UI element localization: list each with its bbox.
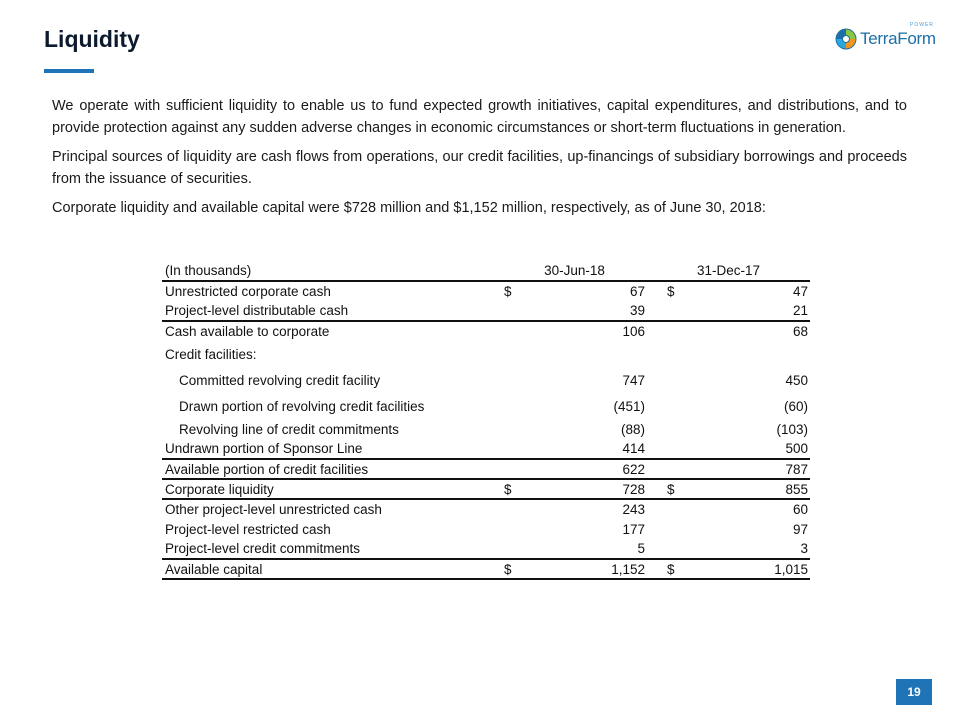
row-value-1: 39 xyxy=(532,301,647,321)
row-dollar-1 xyxy=(502,321,532,341)
row-label: Revolving line of credit commitments xyxy=(179,421,399,437)
paragraph-1: We operate with sufficient liquidity to enable us to fund expected growth initiatives, capital expenditures, and distributions, and to provide protection against any sudden adverse changes in economic circumstances or short-term fluctuations in generation. xyxy=(52,98,907,136)
row-label: Project-level distributable cash xyxy=(162,301,502,321)
row-label: Project-level credit commitments xyxy=(162,539,502,559)
row-value-2 xyxy=(687,341,810,367)
row-value-2: 21 xyxy=(687,301,810,321)
row-value-1: (88) xyxy=(620,421,645,437)
row-dollar-2: $ xyxy=(647,559,687,579)
row-label: Drawn portion of revolving credit facilities xyxy=(179,398,425,414)
row-label: Corporate liquidity xyxy=(162,479,502,499)
liquidity-table xyxy=(162,261,810,580)
col2-header: 31-Dec-17 xyxy=(647,261,810,281)
table-row xyxy=(162,367,810,393)
row-label: Other project-level unrestricted cash xyxy=(165,502,382,517)
row-label: Project-level restricted cash xyxy=(165,521,331,537)
table-row xyxy=(162,459,810,479)
table-row xyxy=(162,479,810,499)
table-row xyxy=(162,519,810,539)
table-row xyxy=(162,539,810,559)
row-dollar-2: $ xyxy=(647,479,687,499)
title-underline xyxy=(44,69,94,73)
body-text xyxy=(52,95,907,226)
row-dollar-1 xyxy=(502,301,532,321)
row-dollar-1 xyxy=(502,519,532,539)
row-value-2: (60) xyxy=(783,398,808,414)
row-value-2: 47 xyxy=(792,284,808,299)
row-value-1: 1,152 xyxy=(532,559,647,579)
paragraph-3: Corporate liquidity and available capital were $728 million and $1,152 million, respectively, as of June 30, 2018: xyxy=(52,200,766,216)
logo-swirl-icon xyxy=(834,27,858,51)
row-dollar-1: $ xyxy=(502,559,532,579)
row-value-1: 414 xyxy=(532,439,647,459)
row-dollar-1 xyxy=(502,341,532,367)
table-row xyxy=(162,281,810,301)
logo-text: TerraForm xyxy=(860,29,936,48)
row-label: Available portion of credit facilities xyxy=(162,459,502,479)
table-header-row xyxy=(162,261,810,281)
page-number: 19 xyxy=(896,679,932,705)
row-value-1: 728 xyxy=(532,479,647,499)
row-value-2: (103) xyxy=(776,421,808,437)
row-dollar-2 xyxy=(647,439,687,459)
row-value-2: 60 xyxy=(792,502,808,517)
table-row xyxy=(162,393,810,419)
table-row xyxy=(162,439,810,459)
terraform-logo xyxy=(834,22,936,52)
row-value-1: (451) xyxy=(613,398,645,414)
row-dollar-2 xyxy=(647,341,687,367)
row-dollar-1: $ xyxy=(504,284,512,299)
row-label: Committed revolving credit facility xyxy=(179,372,381,388)
row-dollar-1 xyxy=(502,539,532,559)
row-label: Credit facilities: xyxy=(165,346,257,362)
table-row xyxy=(162,301,810,321)
paragraph-2: Principal sources of liquidity are cash flows from operations, our credit facilities, up-financings of subsidiary borrowings and proceeds from the issuance of securities. xyxy=(52,149,907,187)
row-label: Undrawn portion of Sponsor Line xyxy=(162,439,502,459)
row-value-1: 177 xyxy=(622,521,645,537)
unit-label: (In thousands) xyxy=(162,261,502,281)
logo-power-text: POWER xyxy=(910,22,934,28)
row-label: Unrestricted corporate cash xyxy=(165,284,331,299)
row-dollar-2 xyxy=(647,367,687,393)
row-value-2: 500 xyxy=(687,439,810,459)
row-dollar-1: $ xyxy=(502,479,532,499)
row-dollar-2 xyxy=(647,499,687,519)
row-dollar-1 xyxy=(502,439,532,459)
table-row xyxy=(162,341,810,367)
row-value-1 xyxy=(532,341,647,367)
row-value-2: 97 xyxy=(792,521,808,537)
row-dollar-2: $ xyxy=(667,284,675,299)
row-value-1: 5 xyxy=(532,539,647,559)
row-label: Available capital xyxy=(162,559,502,579)
row-value-2: 68 xyxy=(792,324,808,339)
table-row xyxy=(162,559,810,579)
row-label: Cash available to corporate xyxy=(165,324,330,339)
row-dollar-2 xyxy=(647,459,687,479)
row-value-2: 3 xyxy=(687,539,810,559)
row-value-2: 1,015 xyxy=(687,559,810,579)
row-value-1: 106 xyxy=(622,324,645,339)
row-value-1: 243 xyxy=(622,502,645,517)
col1-header: 30-Jun-18 xyxy=(502,261,647,281)
row-dollar-2 xyxy=(647,301,687,321)
row-dollar-1 xyxy=(502,499,532,519)
row-dollar-1 xyxy=(502,419,532,439)
table-row xyxy=(162,419,810,439)
table-row xyxy=(162,499,810,519)
row-dollar-2 xyxy=(647,519,687,539)
row-value-1: 622 xyxy=(532,459,647,479)
row-value-2: 787 xyxy=(687,459,810,479)
row-value-2: 855 xyxy=(687,479,810,499)
row-value-1: 747 xyxy=(622,372,645,388)
row-value-1: 67 xyxy=(629,284,645,299)
row-dollar-1 xyxy=(502,459,532,479)
table-row xyxy=(162,321,810,341)
row-dollar-1 xyxy=(502,393,532,419)
slide-title: Liquidity xyxy=(44,26,140,52)
row-dollar-1 xyxy=(502,367,532,393)
row-dollar-2 xyxy=(647,539,687,559)
row-dollar-2 xyxy=(647,321,687,341)
row-value-2: 450 xyxy=(785,372,808,388)
row-dollar-2 xyxy=(647,419,687,439)
row-dollar-2 xyxy=(647,393,687,419)
